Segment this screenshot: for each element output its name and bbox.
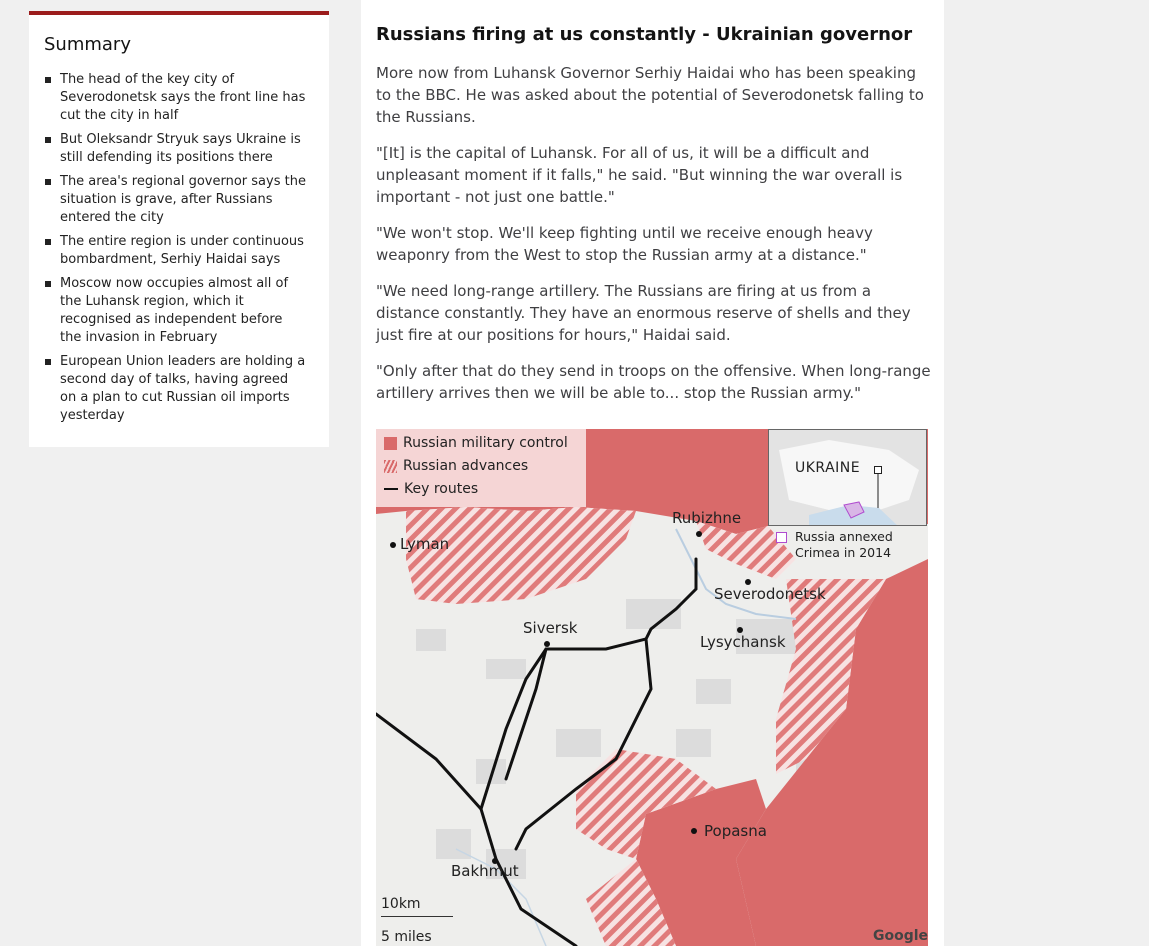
article-body <box>376 62 931 418</box>
scale-km: 10km <box>381 896 421 912</box>
map-attribution: Google <box>873 928 928 944</box>
summary-title: Summary <box>44 34 131 55</box>
locator-inset <box>768 429 927 526</box>
inset-country-label: UKRAINE <box>795 460 861 476</box>
scale-bar <box>381 916 453 917</box>
article-post <box>361 0 944 946</box>
map-legend <box>376 429 586 507</box>
annex-line2: Crimea in 2014 <box>795 545 892 560</box>
article-paragraph: "[It] is the capital of Luhansk. For all of us, it will be a difficult and unpleasant moment if it falls," he said. "But winning the war overall is important - not just one battle." <box>376 144 903 206</box>
annex-marker <box>776 532 787 543</box>
city-label-severodonetsk: Severodonetsk <box>714 585 826 603</box>
legend-control <box>384 435 568 451</box>
route-swatch <box>384 488 398 490</box>
summary-item: But Oleksandr Stryuk says Ukraine is still defending its positions there <box>45 131 307 167</box>
legend-control-label: Russian military control <box>403 435 568 451</box>
city-label-rubizhne: Rubizhne <box>672 509 742 527</box>
annex-line1: Russia annexed <box>795 529 893 544</box>
summary-item: The head of the key city of Severodonetsk says the front line has cut the city in half <box>45 71 307 125</box>
legend-routes-label: Key routes <box>404 481 479 497</box>
city-label-popasna: Popasna <box>704 822 767 840</box>
city-dot-lyman <box>390 542 396 548</box>
city-label-lyman: Lyman <box>400 535 450 553</box>
article-paragraph: "We need long-range artillery. The Russians are firing at us from a distance constantly. They have an enormous reserve of shells and they just fire at our positions for hours," Haidai said. <box>376 282 911 344</box>
summary-panel <box>29 11 329 447</box>
summary-list <box>45 71 307 431</box>
article-paragraph: "We won't stop. We'll keep fighting until we receive enough heavy weaponry from the West to stop the Russian army at a distance." <box>376 224 873 264</box>
inset-location-marker <box>874 466 882 474</box>
control-swatch <box>384 437 397 450</box>
inset-map <box>769 430 927 526</box>
summary-item: The area's regional governor says the situation is grave, after Russians entered the city <box>45 173 307 227</box>
city-dot-rubizhne <box>696 531 702 537</box>
frontline-map <box>376 429 928 946</box>
city-label-bakhmut: Bakhmut <box>451 862 519 880</box>
summary-item: Moscow now occupies almost all of the Luhansk region, which it recognised as independent before the invasion in February <box>45 275 307 347</box>
legend-advances <box>384 458 528 474</box>
advances-swatch <box>384 460 397 473</box>
scale-miles: 5 miles <box>381 929 432 945</box>
article-headline: Russians firing at us constantly - Ukrainian governor <box>376 24 913 45</box>
annex-text <box>795 529 893 561</box>
legend-advances-label: Russian advances <box>403 458 529 474</box>
article-paragraph: "Only after that do they send in troops on the offensive. When long-range artillery arrives then we will be able to... stop the Russian army." <box>376 362 931 402</box>
city-dot-popasna <box>691 828 697 834</box>
city-label-lysychansk: Lysychansk <box>700 633 786 651</box>
summary-item: The entire region is under continuous bombardment, Serhiy Haidai says <box>45 233 307 269</box>
city-dot-siversk <box>544 641 550 647</box>
summary-item: European Union leaders are holding a second day of talks, having agreed on a plan to cut Russian oil imports yesterday <box>45 353 307 425</box>
legend-routes <box>384 481 478 497</box>
city-label-siversk: Siversk <box>523 619 578 637</box>
article-paragraph: More now from Luhansk Governor Serhiy Haidai who has been speaking to the BBC. He was asked about the potential of Severodonetsk falling to the Russians. <box>376 64 924 126</box>
